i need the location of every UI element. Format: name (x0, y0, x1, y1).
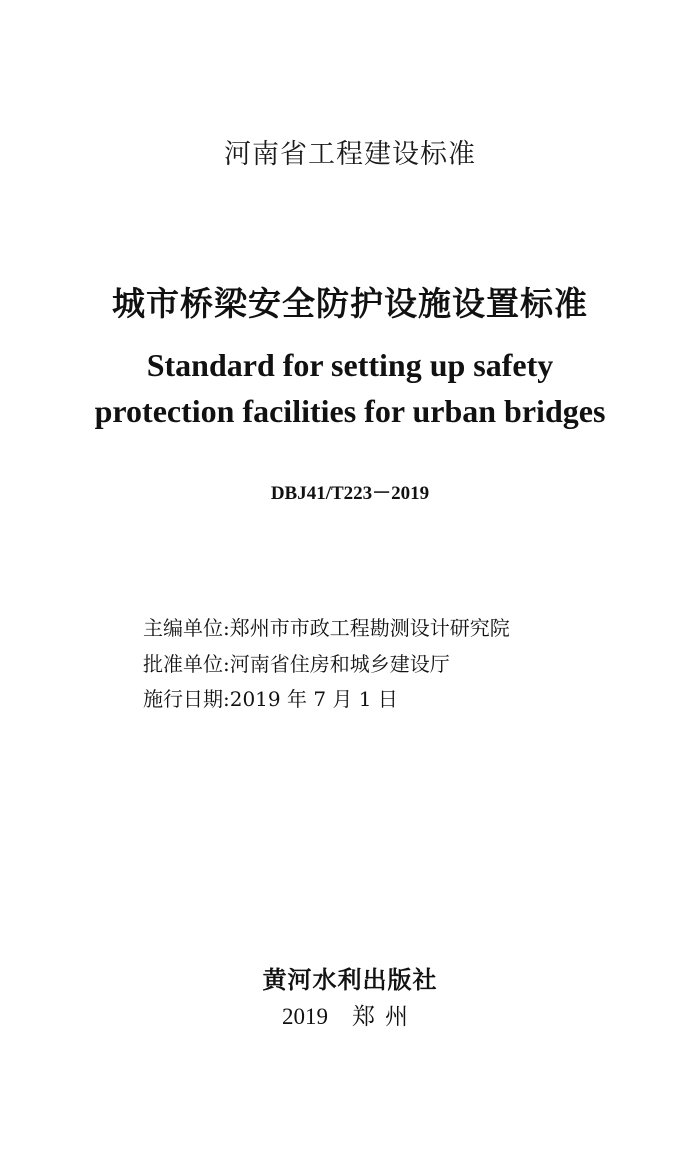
publication-year: 2019 (282, 1004, 328, 1029)
chief-editor-unit: 主编单位:郑州市市政工程勘测设计研究院 (143, 616, 510, 640)
effective-date: 施行日期:2019 年 7 月 1 日 (143, 687, 398, 711)
publication-city: 郑州 (352, 1004, 418, 1029)
standard-series-title: 河南省工程建设标准 (224, 139, 476, 170)
english-title-line-1: Standard for setting up safety (146, 347, 554, 383)
publisher-name: 黄河水利出版社 (262, 965, 438, 994)
publication-info (0, 998, 700, 1031)
approving-unit: 批准单位:河南省住房和城乡建设厅 (143, 652, 450, 676)
chinese-title: 城市桥梁安全防护设施设置标准 (112, 284, 588, 323)
standard-code: DBJ41/T223－2019 (270, 483, 430, 504)
english-title-line-2: protection facilities for urban bridges (94, 393, 606, 429)
